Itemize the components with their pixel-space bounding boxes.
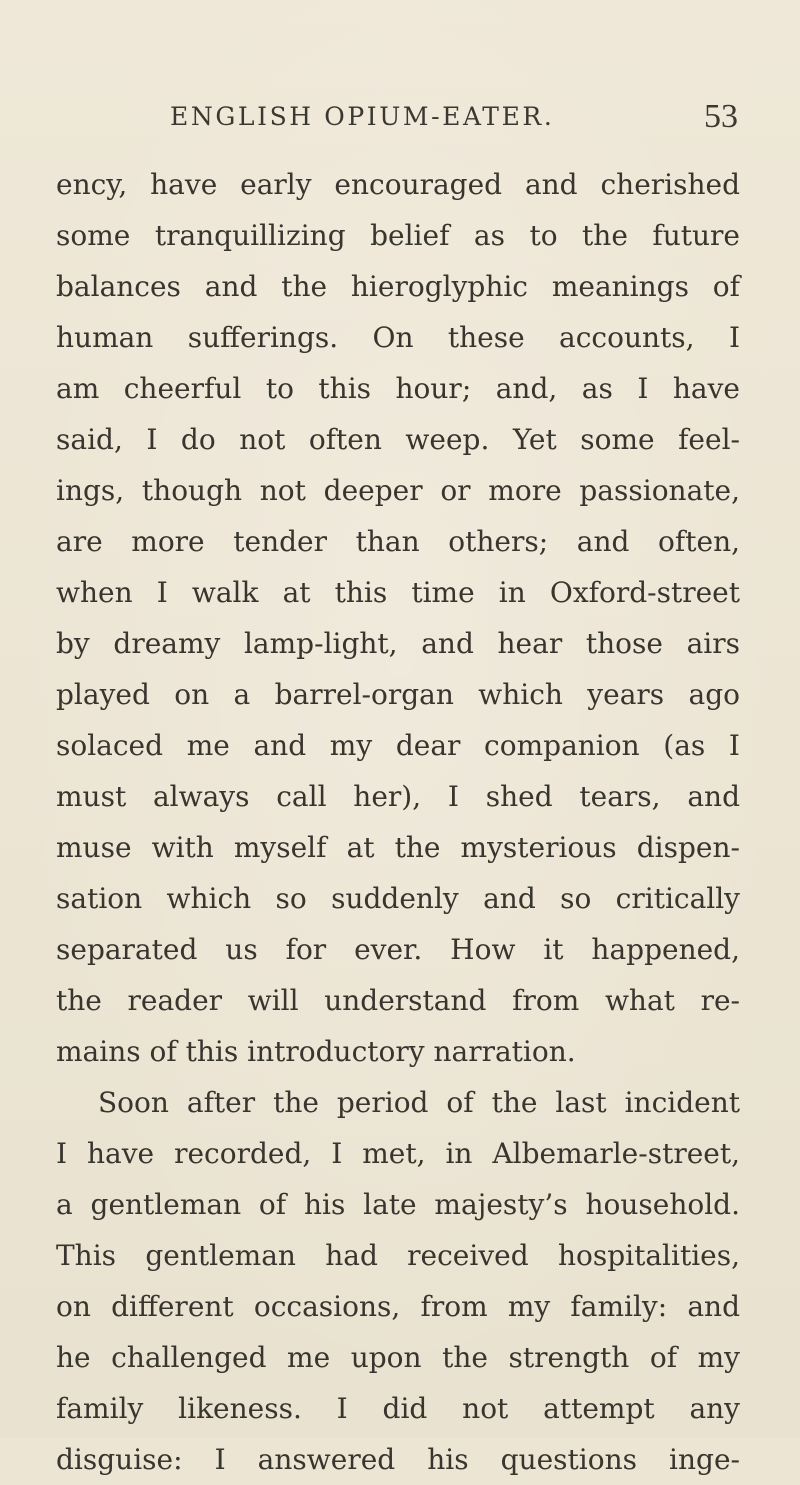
page-number: 53	[704, 98, 738, 135]
text-line: balances and the hieroglyphic meanings of	[56, 270, 740, 303]
text-line: said, I do not often weep. Yet some feel-	[56, 423, 740, 456]
text-line: he challenged me upon the strength of my	[56, 1341, 740, 1374]
paragraph-first-line: Soon after the period of the last incident	[98, 1086, 740, 1119]
text-line: a gentleman of his late majesty’s household.	[56, 1188, 740, 1221]
text-line: by dreamy lamp-light, and hear those airs	[56, 627, 740, 660]
text-line: I have recorded, I met, in Albemarle-street,	[56, 1137, 740, 1170]
text-line: are more tender than others; and often,	[56, 525, 740, 558]
text-line: family likeness. I did not attempt any	[56, 1392, 740, 1425]
text-line: when I walk at this time in Oxford-street	[56, 576, 740, 609]
text-line: am cheerful to this hour; and, as I have	[56, 372, 740, 405]
text-line: ency, have early encouraged and cherished	[56, 168, 740, 201]
text-line: ings, though not deeper or more passionate,	[56, 474, 740, 507]
text-line: This gentleman had received hospitalities,	[56, 1239, 740, 1272]
text-line: solaced me and my dear companion (as I	[56, 729, 740, 762]
text-line: human sufferings. On these accounts, I	[56, 321, 740, 354]
text-line: must always call her), I shed tears, and	[56, 780, 740, 813]
running-title: ENGLISH OPIUM-EATER.	[170, 102, 555, 131]
text-line: muse with myself at the mysterious dispen-	[56, 831, 740, 864]
text-line: on different occasions, from my family: and	[56, 1290, 740, 1323]
text-line: mains of this introductory narration.	[56, 1035, 576, 1068]
running-head	[0, 98, 800, 142]
text-line: some tranquillizing belief as to the future	[56, 219, 740, 252]
text-line: played on a barrel-organ which years ago	[56, 678, 740, 711]
text-line: sation which so suddenly and so critically	[56, 882, 740, 915]
text-line: disguise: I answered his questions inge-	[56, 1443, 740, 1476]
text-line: separated us for ever. How it happened,	[56, 933, 740, 966]
text-line: the reader will understand from what re-	[56, 984, 740, 1017]
